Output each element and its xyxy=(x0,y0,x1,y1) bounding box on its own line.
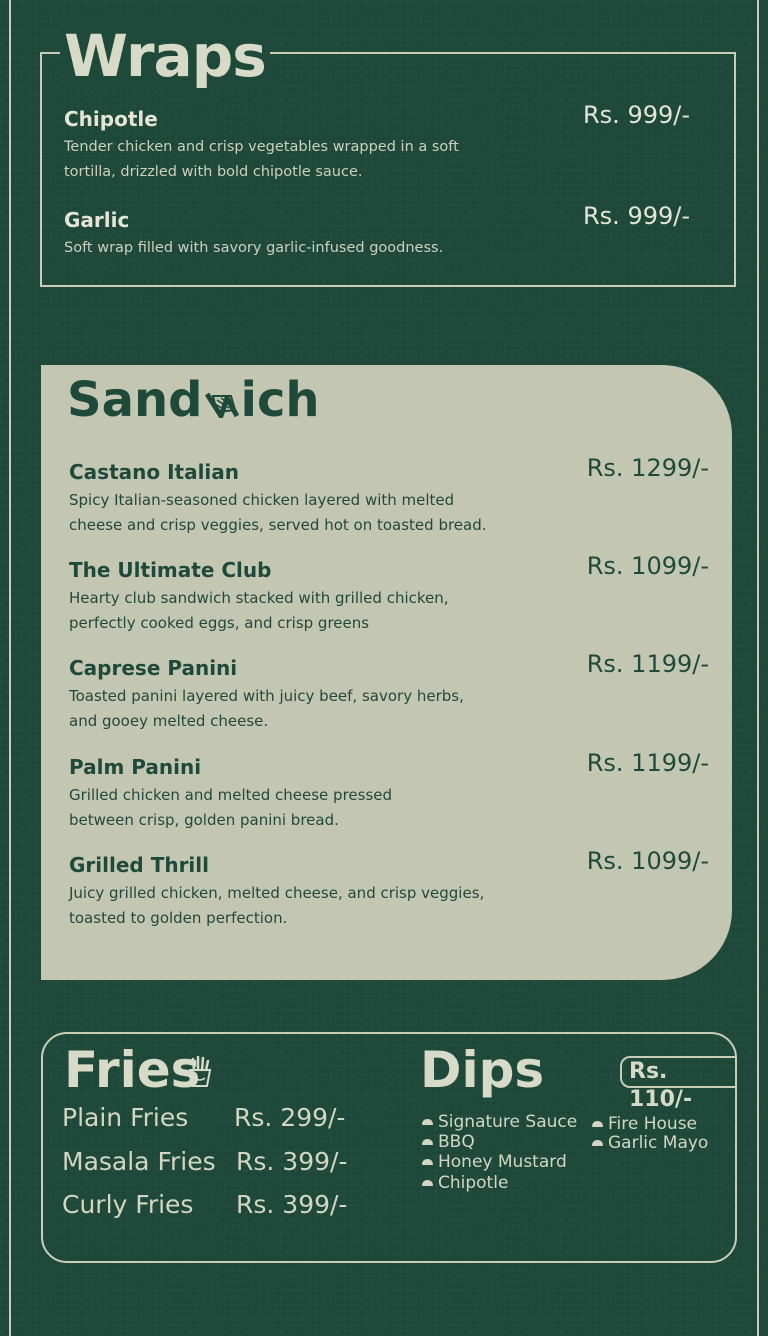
dip-bullet-icon xyxy=(422,1139,433,1145)
dip-bullet-icon xyxy=(422,1119,433,1125)
item-price: Rs. 1199/- xyxy=(586,749,709,777)
fries-item xyxy=(62,1147,362,1176)
fries-item-price: Rs. 299/- xyxy=(234,1103,346,1132)
item-price: Rs. 1099/- xyxy=(586,552,709,580)
fries-item xyxy=(62,1190,362,1219)
dip-bullet-icon xyxy=(422,1180,433,1186)
dip-item xyxy=(422,1173,508,1193)
menu-item xyxy=(69,454,709,538)
dip-name: Garlic Mayo xyxy=(608,1133,709,1153)
left-border-line xyxy=(9,0,11,1336)
menu-item xyxy=(69,749,709,833)
item-name: Castano Italian xyxy=(69,460,240,484)
dip-item xyxy=(422,1132,475,1152)
dip-bullet-icon xyxy=(592,1121,603,1127)
item-price: Rs. 1099/- xyxy=(586,847,709,875)
sandwich-title xyxy=(67,371,320,429)
item-description: Toasted panini layered with juicy beef, savory herbs, and gooey melted cheese. xyxy=(69,687,464,730)
menu-item xyxy=(69,552,709,636)
menu-item xyxy=(69,650,709,734)
right-border-line xyxy=(757,0,759,1336)
fries-item xyxy=(62,1103,362,1132)
item-name: The Ultimate Club xyxy=(69,558,272,582)
dip-name: Signature Sauce xyxy=(438,1112,578,1132)
dip-name: BBQ xyxy=(438,1132,475,1152)
item-price: Rs. 999/- xyxy=(583,101,690,129)
fries-item-price: Rs. 399/- xyxy=(236,1190,348,1219)
sandwich-title-end: ich xyxy=(240,372,320,428)
item-name: Caprese Panini xyxy=(69,656,238,680)
dip-bullet-icon xyxy=(592,1140,603,1146)
fries-title: Fries xyxy=(64,1041,201,1099)
sandwich-title-start: Sand xyxy=(67,372,203,428)
dip-name: Honey Mustard xyxy=(438,1152,567,1172)
item-description: Soft wrap filled with savory garlic-infused goodness. xyxy=(64,240,444,256)
item-price: Rs. 1199/- xyxy=(586,650,709,678)
dip-name: Chipotle xyxy=(438,1173,509,1193)
wraps-title: Wraps xyxy=(60,22,270,90)
dips-title: Dips xyxy=(420,1041,545,1099)
item-price: Rs. 1299/- xyxy=(586,454,709,482)
item-name: Palm Panini xyxy=(69,755,202,779)
dip-item xyxy=(422,1112,577,1132)
menu-item xyxy=(69,847,709,931)
sandwich-icon xyxy=(205,388,239,418)
menu-item xyxy=(64,202,704,261)
item-description: Juicy grilled chicken, melted cheese, and crisp veggies, toasted to golden perfection. xyxy=(69,884,485,927)
fries-item-name: Curly Fries xyxy=(62,1190,194,1219)
fries-item-name: Plain Fries xyxy=(62,1103,189,1132)
fries-icon xyxy=(186,1056,214,1088)
item-description: Grilled chicken and melted cheese pressed between crisp, golden panini bread. xyxy=(69,786,393,829)
item-price: Rs. 999/- xyxy=(583,202,690,230)
item-name: Chipotle xyxy=(64,107,158,131)
dip-item xyxy=(592,1133,708,1153)
item-name: Garlic xyxy=(64,208,130,232)
item-name: Grilled Thrill xyxy=(69,853,209,877)
dips-price-tag: Rs. 110/- xyxy=(620,1056,736,1088)
menu-item xyxy=(64,101,704,185)
sandwich-section xyxy=(41,365,732,980)
item-description: Hearty club sandwich stacked with grilled chicken, perfectly cooked eggs, and crisp greens xyxy=(69,589,449,632)
item-description: Tender chicken and crisp vegetables wrapped in a soft tortilla, drizzled with bold chipotle sauce. xyxy=(64,139,459,180)
fries-item-price: Rs. 399/- xyxy=(236,1147,348,1176)
dip-item xyxy=(592,1114,697,1134)
fries-item-name: Masala Fries xyxy=(62,1147,216,1176)
dip-item xyxy=(422,1152,567,1172)
dip-name: Fire House xyxy=(608,1114,698,1134)
dip-bullet-icon xyxy=(422,1159,433,1165)
item-description: Spicy Italian-seasoned chicken layered with melted cheese and crisp veggies, served hot on toasted bread. xyxy=(69,491,487,534)
